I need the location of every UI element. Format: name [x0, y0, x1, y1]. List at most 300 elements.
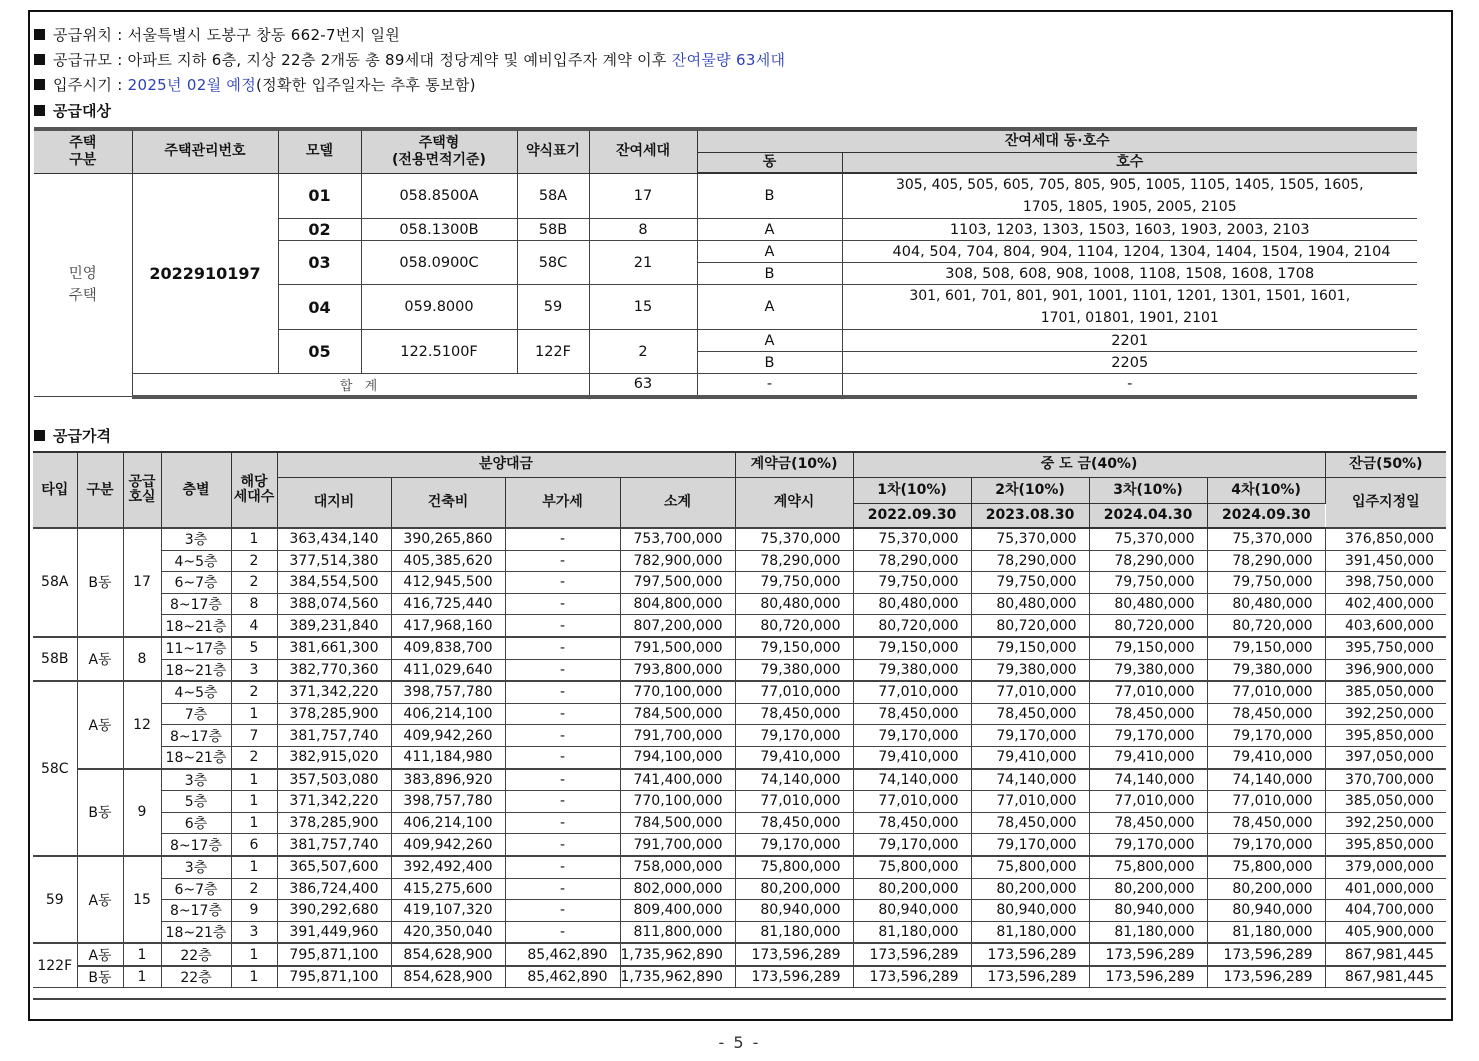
subtotal-cell: 793,800,000: [620, 659, 735, 681]
balance-cell: 405,900,000: [1325, 921, 1446, 943]
m1-cell: 77,010,000: [853, 681, 971, 703]
land-cell: 378,285,900: [277, 703, 391, 725]
balance-cell: 392,250,000: [1325, 703, 1446, 725]
m1-cell: 78,450,000: [853, 703, 971, 725]
section-title-price: 공급가격: [34, 425, 111, 446]
short-label: 122F: [517, 330, 589, 374]
mgmt-number: 2022910197: [132, 173, 278, 374]
land-cell: 363,434,140: [277, 528, 391, 550]
building-cell: 420,350,040: [391, 921, 505, 943]
vat-cell: -: [505, 791, 620, 813]
balance-cell: 867,981,445: [1325, 943, 1446, 966]
m4-cell: 79,410,000: [1207, 746, 1325, 768]
target-row: [34, 173, 1417, 219]
subtotal-cell: 791,500,000: [620, 637, 735, 659]
m3-cell: 78,450,000: [1089, 703, 1207, 725]
balance-cell: 397,050,000: [1325, 746, 1446, 768]
subtotal-cell: 770,100,000: [620, 681, 735, 703]
vat-cell: -: [505, 637, 620, 659]
m1-cell: 80,480,000: [853, 593, 971, 615]
price-row: [33, 878, 1446, 900]
m2-cell: 75,800,000: [971, 856, 1089, 878]
vat-cell: 85,462,890: [505, 943, 620, 966]
th-dong: 동: [697, 152, 842, 173]
empty-cell: [735, 988, 853, 1000]
building-cell: 409,942,260: [391, 725, 505, 747]
floor-cell: 22층: [161, 943, 231, 966]
price-row: [33, 572, 1446, 594]
m3-cell: 80,480,000: [1089, 593, 1207, 615]
subtotal-cell: 753,700,000: [620, 528, 735, 550]
m4-cell: 75,800,000: [1207, 856, 1325, 878]
units-cell: 12: [123, 681, 161, 768]
building-cell: 854,628,900: [391, 966, 505, 988]
balance-cell: 391,450,000: [1325, 550, 1446, 572]
m3-cell: 79,150,000: [1089, 637, 1207, 659]
m2-cell: 79,170,000: [971, 725, 1089, 747]
vat-cell: -: [505, 572, 620, 594]
dong: B: [697, 263, 842, 285]
balance-cell: 370,700,000: [1325, 769, 1446, 791]
div-cell: A동: [77, 681, 123, 768]
remain-count: 21: [589, 241, 697, 285]
th-middle: 중 도 금(40%): [853, 452, 1325, 477]
count-cell: 5: [231, 637, 277, 659]
m4-cell: 173,596,289: [1207, 943, 1325, 966]
land-cell: 381,661,300: [277, 637, 391, 659]
th-remain-units: 잔여세대 동·호수: [697, 129, 1417, 152]
subtotal-cell: 782,900,000: [620, 550, 735, 572]
vat-cell: -: [505, 725, 620, 747]
m4-cell: 77,010,000: [1207, 681, 1325, 703]
subtotal-cell: 802,000,000: [620, 878, 735, 900]
m4-cell: 81,180,000: [1207, 921, 1325, 943]
land-cell: 382,770,360: [277, 659, 391, 681]
empty-cell: [620, 988, 735, 1000]
remain-count: 17: [589, 173, 697, 219]
bullet-square-icon: [34, 105, 45, 116]
m4-cell: 79,380,000: [1207, 659, 1325, 681]
land-cell: 371,342,220: [277, 791, 391, 813]
m4-cell: 79,150,000: [1207, 637, 1325, 659]
model: 01: [278, 173, 361, 219]
subtotal-cell: 784,500,000: [620, 812, 735, 834]
contract-cell: 74,140,000: [735, 769, 853, 791]
land-cell: 382,915,020: [277, 746, 391, 768]
count-cell: 1: [231, 856, 277, 878]
type-cell: 58C: [33, 681, 77, 856]
vat-cell: -: [505, 834, 620, 856]
m4-cell: 80,720,000: [1207, 615, 1325, 637]
div-cell: B동: [77, 769, 123, 856]
model: 04: [278, 285, 361, 330]
short-label: 58A: [517, 173, 589, 219]
vat-cell: -: [505, 550, 620, 572]
m1-cell: 79,380,000: [853, 659, 971, 681]
total-dong: -: [697, 374, 842, 397]
div-cell: B동: [77, 528, 123, 637]
m2-cell: 79,170,000: [971, 834, 1089, 856]
subtotal-cell: 794,100,000: [620, 746, 735, 768]
m3-cell: 79,410,000: [1089, 746, 1207, 768]
m1-cell: 80,720,000: [853, 615, 971, 637]
m1-cell: 79,750,000: [853, 572, 971, 594]
land-cell: 386,724,400: [277, 878, 391, 900]
empty-cell: [161, 988, 231, 1000]
land-cell: 371,342,220: [277, 681, 391, 703]
m2-cell: 77,010,000: [971, 791, 1089, 813]
th-model: 모델: [278, 129, 361, 173]
th-subtotal: 소계: [620, 477, 735, 528]
price-row: [33, 921, 1446, 943]
empty-cell: [1325, 988, 1446, 1000]
m1-cell: 81,180,000: [853, 921, 971, 943]
count-cell: 7: [231, 725, 277, 747]
m4-cell: 79,750,000: [1207, 572, 1325, 594]
building-cell: 854,628,900: [391, 943, 505, 966]
info-movein-note: (정확한 입주일자는 추후 통보함): [256, 76, 476, 94]
m4-cell: 80,200,000: [1207, 878, 1325, 900]
floor-cell: 3층: [161, 769, 231, 791]
total-ho: -: [842, 374, 1417, 397]
building-cell: 417,968,160: [391, 615, 505, 637]
count-cell: 6: [231, 834, 277, 856]
subtotal-cell: 809,400,000: [620, 900, 735, 922]
m4-cell: 78,450,000: [1207, 812, 1325, 834]
vat-cell: -: [505, 900, 620, 922]
floor-cell: 18~21층: [161, 746, 231, 768]
m3-cell: 79,170,000: [1089, 834, 1207, 856]
m2-cell: 173,596,289: [971, 943, 1089, 966]
div-cell: B동: [77, 966, 123, 988]
subtotal-cell: 791,700,000: [620, 725, 735, 747]
m1-cell: 75,370,000: [853, 528, 971, 550]
building-cell: 411,029,640: [391, 659, 505, 681]
price-row: [33, 791, 1446, 813]
ho-list: 305, 405, 505, 605, 705, 805, 905, 1005, 1105, 1405, 1505, 1605, 1705, 1805, 1905, 2005, 2105: [842, 173, 1417, 219]
th-ho: 호수: [842, 152, 1417, 173]
supply-target-table: [34, 127, 1417, 399]
count-cell: 4: [231, 615, 277, 637]
m3-cell: 80,940,000: [1089, 900, 1207, 922]
section-title-target: 공급대상: [34, 100, 111, 121]
m2-cell: 78,450,000: [971, 703, 1089, 725]
info-scale: [34, 49, 785, 70]
total-row: [34, 374, 1417, 397]
contract-cell: 80,720,000: [735, 615, 853, 637]
m3-cell: 78,290,000: [1089, 550, 1207, 572]
building-cell: 405,385,620: [391, 550, 505, 572]
m3-cell: 79,170,000: [1089, 725, 1207, 747]
total-remain: 63: [589, 374, 697, 397]
vat-cell: -: [505, 681, 620, 703]
m3-cell: 80,720,000: [1089, 615, 1207, 637]
contract-cell: 173,596,289: [735, 943, 853, 966]
price-row: [33, 746, 1446, 768]
balance-cell: 395,750,000: [1325, 637, 1446, 659]
floor-cell: 18~21층: [161, 921, 231, 943]
th-contract-at: 계약시: [735, 477, 853, 528]
building-cell: 398,757,780: [391, 681, 505, 703]
balance-cell: 398,750,000: [1325, 572, 1446, 594]
vat-cell: -: [505, 615, 620, 637]
contract-cell: 77,010,000: [735, 791, 853, 813]
subtotal-cell: 804,800,000: [620, 593, 735, 615]
info-movein-highlight: 2025년 02월 예정: [127, 76, 257, 94]
count-cell: 1: [231, 769, 277, 791]
units-cell: 1: [123, 966, 161, 988]
th-building: 건축비: [391, 477, 505, 528]
th-vat: 부가세: [505, 477, 620, 528]
page-number: - 5 -: [718, 1033, 761, 1052]
supply-price-table: [33, 451, 1446, 1000]
m2-cell: 79,380,000: [971, 659, 1089, 681]
th-m3-date: 2024.04.30: [1089, 503, 1207, 528]
balance-cell: 392,250,000: [1325, 812, 1446, 834]
bullet-square-icon: [34, 54, 45, 65]
building-cell: 406,214,100: [391, 812, 505, 834]
contract-cell: 80,940,000: [735, 900, 853, 922]
building-cell: 390,265,860: [391, 528, 505, 550]
balance-cell: 379,000,000: [1325, 856, 1446, 878]
vat-cell: -: [505, 878, 620, 900]
floor-cell: 6층: [161, 812, 231, 834]
th-sale-price: 분양대금: [277, 452, 735, 477]
m4-cell: 75,370,000: [1207, 528, 1325, 550]
building-cell: 415,275,600: [391, 878, 505, 900]
m2-cell: 74,140,000: [971, 769, 1089, 791]
building-cell: 406,214,100: [391, 703, 505, 725]
price-row: [33, 637, 1446, 659]
info-movein-label: 입주시기 :: [53, 76, 128, 94]
land-cell: 795,871,100: [277, 966, 391, 988]
price-row: [33, 900, 1446, 922]
ho-list: 404, 504, 704, 804, 904, 1104, 1204, 1304, 1404, 1504, 1904, 2104: [842, 241, 1417, 263]
count-cell: 1: [231, 812, 277, 834]
balance-cell: 401,000,000: [1325, 878, 1446, 900]
ho-list: 301, 601, 701, 801, 901, 1001, 1101, 1201, 1301, 1501, 1601, 1701, 01801, 1901, 2101: [842, 285, 1417, 330]
floor-cell: 18~21층: [161, 615, 231, 637]
subtotal-cell: 758,000,000: [620, 856, 735, 878]
floor-cell: 6~7층: [161, 572, 231, 594]
m3-cell: 75,800,000: [1089, 856, 1207, 878]
building-cell: 412,945,500: [391, 572, 505, 594]
short-label: 59: [517, 285, 589, 330]
price-row: [33, 834, 1446, 856]
info-location-text: 공급위치 : 서울특별시 도봉구 창동 662-7번지 일원: [53, 26, 401, 44]
balance-cell: 376,850,000: [1325, 528, 1446, 550]
empty-cell: [277, 988, 391, 1000]
dong: B: [697, 352, 842, 374]
m2-cell: 80,200,000: [971, 878, 1089, 900]
house-type: 058.0900C: [361, 241, 517, 285]
m3-cell: 80,200,000: [1089, 878, 1207, 900]
empty-cell: [853, 988, 971, 1000]
m1-cell: 79,170,000: [853, 834, 971, 856]
balance-cell: 395,850,000: [1325, 725, 1446, 747]
subtotal-cell: 1,735,962,890: [620, 943, 735, 966]
floor-cell: 5층: [161, 791, 231, 813]
m4-cell: 80,480,000: [1207, 593, 1325, 615]
type-cell: 58B: [33, 637, 77, 681]
dong: A: [697, 330, 842, 352]
type-cell: 58A: [33, 528, 77, 637]
vat-cell: -: [505, 856, 620, 878]
count-cell: 3: [231, 921, 277, 943]
short-label: 58C: [517, 241, 589, 285]
floor-cell: 8~17층: [161, 900, 231, 922]
building-cell: 383,896,920: [391, 769, 505, 791]
subtotal-cell: 741,400,000: [620, 769, 735, 791]
land-cell: 795,871,100: [277, 943, 391, 966]
building-cell: 419,107,320: [391, 900, 505, 922]
price-row: [33, 856, 1446, 878]
m2-cell: 79,150,000: [971, 637, 1089, 659]
dong: A: [697, 219, 842, 241]
building-cell: 411,184,980: [391, 746, 505, 768]
contract-cell: 75,370,000: [735, 528, 853, 550]
floor-cell: 6~7층: [161, 878, 231, 900]
subtotal-cell: 811,800,000: [620, 921, 735, 943]
div-cell: A동: [77, 943, 123, 966]
balance-cell: 403,600,000: [1325, 615, 1446, 637]
floor-cell: 11~17층: [161, 637, 231, 659]
vat-cell: 85,462,890: [505, 966, 620, 988]
price-row: [33, 769, 1446, 791]
model: 03: [278, 241, 361, 285]
contract-cell: 79,170,000: [735, 834, 853, 856]
m4-cell: 79,170,000: [1207, 834, 1325, 856]
count-cell: 1: [231, 528, 277, 550]
th-short: 약식표기: [517, 129, 589, 173]
balance-cell: 385,050,000: [1325, 791, 1446, 813]
contract-cell: 78,450,000: [735, 703, 853, 725]
floor-cell: 8~17층: [161, 834, 231, 856]
total-label: 합 계: [132, 374, 589, 397]
contract-cell: 75,800,000: [735, 856, 853, 878]
floor-cell: 18~21층: [161, 659, 231, 681]
contract-cell: 81,180,000: [735, 921, 853, 943]
info-scale-highlight: 잔여물량 63세대: [671, 51, 786, 69]
th-move-in: 입주지정일: [1325, 477, 1446, 528]
contract-cell: 79,170,000: [735, 725, 853, 747]
floor-cell: 3층: [161, 528, 231, 550]
m4-cell: 80,940,000: [1207, 900, 1325, 922]
m2-cell: 77,010,000: [971, 681, 1089, 703]
floor-cell: 4~5층: [161, 681, 231, 703]
th-m4-date: 2024.09.30: [1207, 503, 1325, 528]
m2-cell: 75,370,000: [971, 528, 1089, 550]
th-balance: 잔금(50%): [1325, 452, 1446, 477]
empty-cell: [123, 988, 161, 1000]
count-cell: 2: [231, 681, 277, 703]
bullet-square-icon: [34, 430, 45, 441]
th-m2-date: 2023.08.30: [971, 503, 1089, 528]
land-cell: 365,507,600: [277, 856, 391, 878]
m2-cell: 79,410,000: [971, 746, 1089, 768]
price-row: [33, 966, 1446, 988]
ho-list: 2205: [842, 352, 1417, 374]
balance-cell: 396,900,000: [1325, 659, 1446, 681]
th-m1: 1차(10%): [853, 477, 971, 503]
price-row: [33, 550, 1446, 572]
units-cell: 17: [123, 528, 161, 637]
m3-cell: 77,010,000: [1089, 681, 1207, 703]
floor-cell: 8~17층: [161, 593, 231, 615]
floor-cell: 8~17층: [161, 725, 231, 747]
contract-cell: 80,480,000: [735, 593, 853, 615]
th-div: 구분: [77, 452, 123, 528]
m4-cell: 78,450,000: [1207, 703, 1325, 725]
m2-cell: 79,750,000: [971, 572, 1089, 594]
price-row: [33, 943, 1446, 966]
short-label: 58B: [517, 219, 589, 241]
m1-cell: 80,940,000: [853, 900, 971, 922]
empty-cell: [1089, 988, 1207, 1000]
m1-cell: 173,596,289: [853, 966, 971, 988]
th-m2: 2차(10%): [971, 477, 1089, 503]
info-location: [34, 24, 400, 45]
building-cell: 409,838,700: [391, 637, 505, 659]
dong: A: [697, 285, 842, 330]
land-cell: 378,285,900: [277, 812, 391, 834]
contract-cell: 79,750,000: [735, 572, 853, 594]
count-cell: 1: [231, 703, 277, 725]
contract-cell: 78,290,000: [735, 550, 853, 572]
empty-cell: [1207, 988, 1325, 1000]
m2-cell: 80,720,000: [971, 615, 1089, 637]
dong: A: [697, 241, 842, 263]
price-row: [33, 703, 1446, 725]
units-cell: 8: [123, 637, 161, 681]
land-cell: 384,554,500: [277, 572, 391, 594]
m3-cell: 79,380,000: [1089, 659, 1207, 681]
th-floor: 층별: [161, 452, 231, 528]
th-housing-type: 주택 구분: [34, 129, 132, 173]
house-type: 058.8500A: [361, 173, 517, 219]
m3-cell: 75,370,000: [1089, 528, 1207, 550]
th-land: 대지비: [277, 477, 391, 528]
m2-cell: 173,596,289: [971, 966, 1089, 988]
th-contract: 계약금(10%): [735, 452, 853, 477]
th-mgmt-no: 주택관리번호: [132, 129, 278, 173]
vat-cell: -: [505, 746, 620, 768]
vat-cell: -: [505, 703, 620, 725]
m3-cell: 77,010,000: [1089, 791, 1207, 813]
type-cell: 122F: [33, 943, 77, 988]
m3-cell: 173,596,289: [1089, 966, 1207, 988]
m2-cell: 80,480,000: [971, 593, 1089, 615]
balance-cell: 867,981,445: [1325, 966, 1446, 988]
div-cell: A동: [77, 637, 123, 681]
remain-count: 2: [589, 330, 697, 374]
floor-cell: 22층: [161, 966, 231, 988]
land-cell: 389,231,840: [277, 615, 391, 637]
price-row: [33, 593, 1446, 615]
land-cell: 391,449,960: [277, 921, 391, 943]
subtotal-cell: 770,100,000: [620, 791, 735, 813]
subtotal-cell: 784,500,000: [620, 703, 735, 725]
count-cell: 1: [231, 943, 277, 966]
m1-cell: 79,410,000: [853, 746, 971, 768]
empty-cell: [33, 988, 77, 1000]
m2-cell: 78,450,000: [971, 812, 1089, 834]
balance-cell: 404,700,000: [1325, 900, 1446, 922]
bullet-square-icon: [34, 79, 45, 90]
house-type: 059.8000: [361, 285, 517, 330]
m1-cell: 74,140,000: [853, 769, 971, 791]
land-cell: 381,757,740: [277, 834, 391, 856]
